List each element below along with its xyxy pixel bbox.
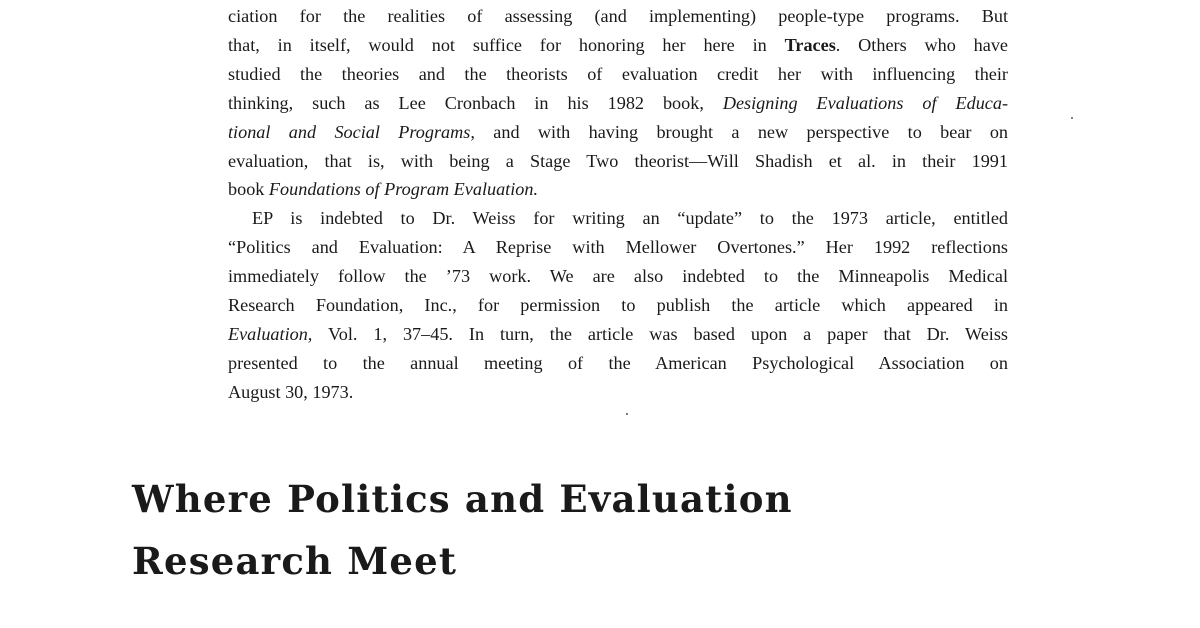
text-line: immediately follow the ’73 work. We are also indebted to the Minneapolis Medical (228, 266, 1008, 287)
book-title-italic: Designing Evaluations of Educa- (722, 92, 1008, 113)
text-line: evaluation, that is, with being a Stage Two theorist—Will Shadish et al. in their 1991 (228, 150, 1008, 171)
text-line: Research Foundation, Inc., for permission to publish the article which appeared in (228, 295, 1008, 316)
heading-line: Where Politics and Evaluation (132, 477, 793, 521)
text-run: Vol. 1, 37–45. In turn, the article was based upon a paper that Dr. Weiss (327, 323, 1008, 344)
article-heading (132, 468, 1032, 592)
paragraph-2 (228, 204, 1008, 406)
text-line (228, 89, 1008, 118)
text-line: ciation for the realities of assessing (and implementing) people-type programs. But (228, 6, 1008, 26)
heading-line: Research Meet (132, 539, 458, 583)
journal-title-italic: Evaluation, (228, 323, 313, 344)
text-line: studied the theories and the theorists of evaluation credit her with influencing their (228, 63, 1008, 84)
body-text (228, 2, 1008, 407)
paragraph-1 (228, 2, 1008, 204)
text-run: book (228, 179, 265, 200)
text-run: . Others who have (835, 34, 1008, 55)
text-run: thinking, such as Lee Cronbach in his 1982 book, (228, 92, 704, 113)
text-line: August 30, 1973. (228, 381, 354, 402)
text-line (228, 31, 1008, 60)
scan-speck (1071, 117, 1073, 119)
text-line (228, 320, 1008, 349)
text-run: that, in itself, would not suffice for honoring her here in (228, 34, 767, 55)
text-line (228, 175, 1008, 204)
text-run: and with having brought a new perspective to bear on (493, 121, 1008, 142)
book-title-italic: tional and Social Programs, (228, 121, 475, 142)
text-line: presented to the annual meeting of the American Psychological Association on (228, 352, 1008, 373)
book-title-italic: Foundations of Program Evaluation. (268, 179, 539, 200)
scan-speck (626, 413, 628, 415)
text-line (228, 118, 1008, 147)
text-line: “Politics and Evaluation: A Reprise with Mellower Overtones.” Her 1992 reflections (228, 237, 1008, 258)
text-line: EP is indebted to Dr. Weiss for writing an “update” to the 1973 article, entitled (252, 208, 1008, 229)
journal-name-bold: Traces (784, 34, 836, 55)
